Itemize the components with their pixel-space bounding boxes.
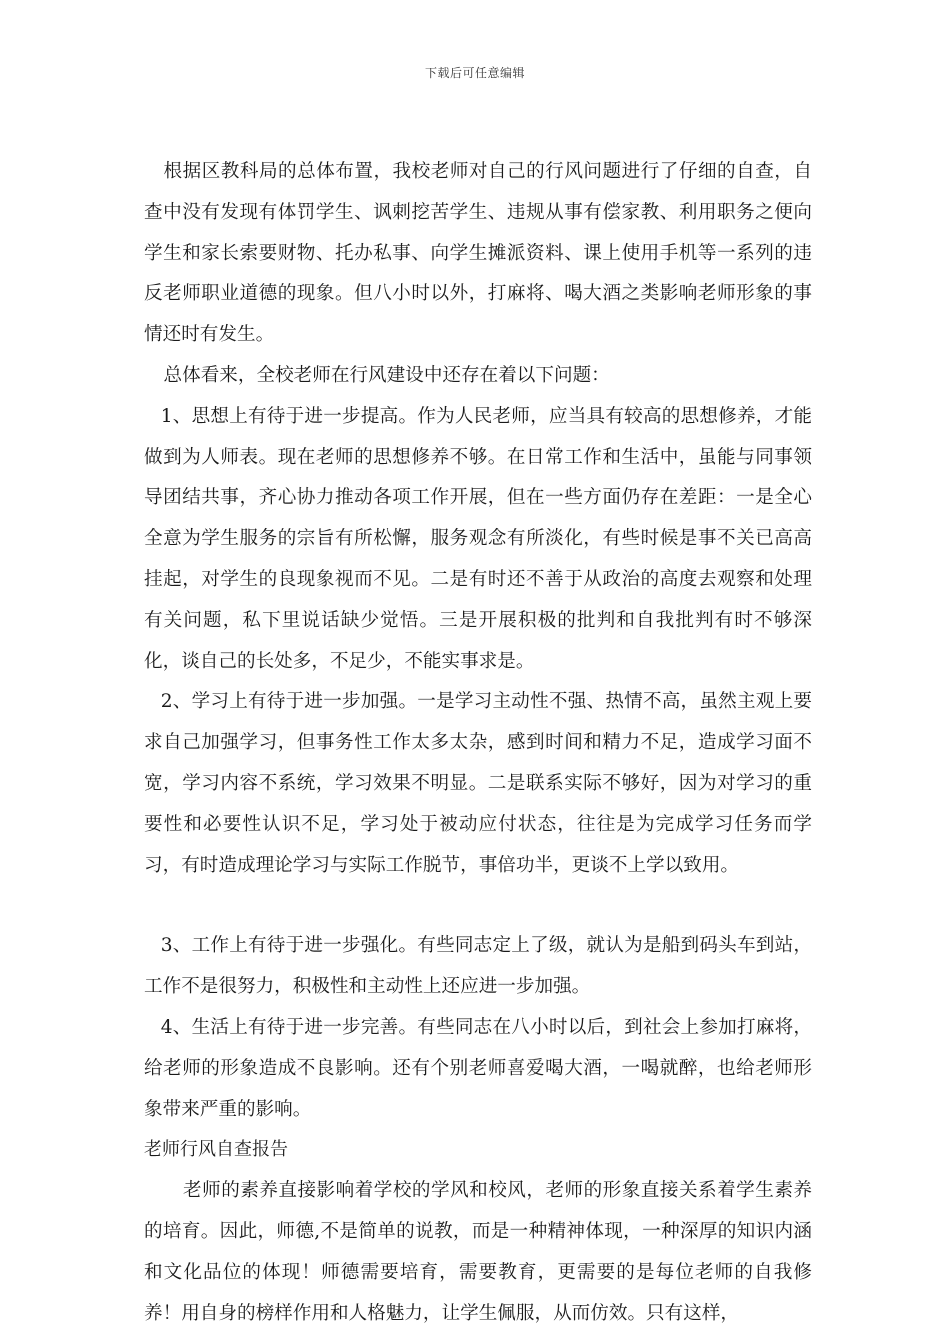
section-title: 老师行风自查报告 (144, 1139, 288, 1161)
header-note: 下载后可任意编辑 (424, 66, 525, 80)
paragraph-summary: 总体看来，全校老师在行风建设中还存在着以下问题： (163, 364, 610, 386)
paragraph-item-3: 3、工作上有待于进一步强化。有些同志定上了级，就认为是船到码头车到站，工作不是很努力，积极性和主动性上还应进一步加强。 (144, 935, 812, 998)
paragraph-item-2: 2、学习上有待于进一步加强。一是学习主动性不强、热情不高，虽然主观上要求自己加强学习，但事务性工作太多太杂，感到时间和精力不足，造成学习面不宽，学习内容不系统，学习效果不明显。二是联系实际不够好，因为对学习的重要性和必要性认识不足，学习处于被动应付状态，往往是为完成学习任务而学习，有时造成理论学习与实际工作脱节，事倍功半，更谈不上学以致用。 (144, 691, 812, 876)
paragraph-section-body: 老师的素养直接影响着学校的学风和校风，老师的形象直接关系着学生素养的培育。因此，师德,不是简单的说教，而是一种精神体现，一种深厚的知识内涵和文化品位的体现！师德需要培育，需要教育，更需要的是每位老师的自我修养！用自身的榜样作用和人格魅力，让学生佩服，从而仿效。只有这样， (144, 1180, 812, 1324)
paragraph-item-1: 1、思想上有待于进一步提高。作为人民老师，应当具有较高的思想修养，才能做到为人师表。现在老师的思想修养不够。在日常工作和生活中，虽能与同事领导团结共事，齐心协力推动各项工作开展，但在一些方面仍存在差距：一是全心全意为学生服务的宗旨有所松懈，服务观念有所淡化，有些时候是事不关已高高挂起，对学生的良现象视而不见。二是有时还不善于从政治的高度去观察和处理有关问题，私下里说话缺少觉悟。三是开展积极的批判和自我批判有时不够深化，谈自己的长处多，不足少，不能实事求是。 (144, 405, 812, 672)
paragraph-intro: 根据区教科局的总体布置，我校老师对自己的行风问题进行了仔细的自查，自查中没有发现有体罚学生、讽刺挖苦学生、违规从事有偿家教、利用职务之便向学生和家长索要财物、托办私事、向学生摊派资料、课上使用手机等一系列的违反老师职业道德的现象。但八小时以外，打麻将、喝大酒之类影响老师形象的事情还时有发生。 (144, 161, 812, 346)
document-body (144, 152, 812, 1334)
paragraph-item-4: 4、生活上有待于进一步完善。有些同志在八小时以后，到社会上参加打麻将，给老师的形象造成不良影响。还有个别老师喜爱喝大酒，一喝就醉，也给老师形象带来严重的影响。 (144, 1016, 812, 1120)
